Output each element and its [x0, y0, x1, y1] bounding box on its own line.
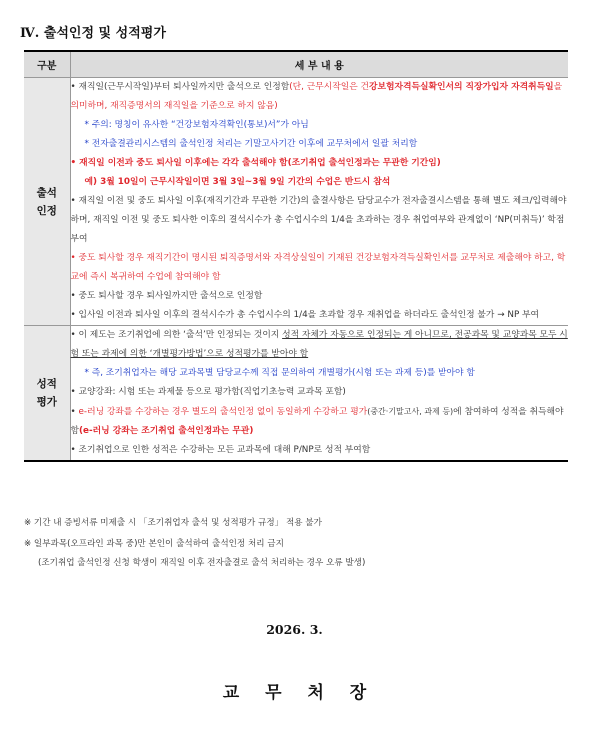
- attendance-item-1-note-end: 을 의미하며, 재직증명서의 재직일을 기준으로 하지 않음): [70, 82, 563, 111]
- grading-individual-note: * 즉, 조기취업자는 해당 교과목별 담당교수께 직접 문의하여 개별평가(시험 또는 과제 등)를 받아야 함: [84, 368, 475, 378]
- grading-elearning-text-end: 에 참여하여 성적을 취득해야 함: [70, 407, 564, 436]
- grading-item-pnp: • 조기취업으로 인한 성적은 수강하는 모든 교과목에 대해 P/NP로 성적 부여함: [70, 445, 371, 455]
- attendance-label: [24, 78, 70, 326]
- grading-item-elearning: [71, 402, 569, 441]
- note-error: (조기취업 출석인정 신청 학생이 재직일 이후 전자출결로 출석 처리하는 경우 오류 발생): [38, 558, 366, 568]
- document-date: 2026. 3.: [266, 622, 323, 637]
- grading-label-line2: 평가: [36, 396, 57, 408]
- grading-item-liberal: • 교양강좌: 시험 또는 과제물 등으로 평가함(직업기초능력 교과목 포함): [70, 387, 346, 397]
- grading-elearning-detail: (중간·기말고사, 과제 등): [367, 407, 454, 416]
- attendance-item-1-note: (단, 근무시작일은 건: [289, 82, 370, 92]
- attendance-item-1-text: • 재직일(근무시작일)부터 퇴사일까지만 출석으로 인정함: [70, 82, 290, 92]
- attendance-caution-note: * 주의: 명칭이 유사한 “건강보험자격확인(통보)서”가 아님: [84, 120, 309, 130]
- attendance-row: [24, 78, 568, 326]
- attendance-item-absence: • 입사일 이전과 퇴사일 이후의 결석시수가 총 수업시수의 1/4을 초과할 경우 재취업을 하더라도 출석인정 불가 → NP 부여: [70, 310, 540, 320]
- attendance-item-example: 예) 3월 10일이 근무시작일이면 3월 3일~3월 9일 기간의 수업은 반드시 참석: [84, 177, 391, 187]
- grading-elearning-bullet: •: [70, 407, 79, 417]
- section-heading: Ⅳ. 출석인정 및 성적평가: [20, 26, 166, 41]
- table-header-row: [24, 51, 568, 78]
- attendance-item-resign-docs: • 중도 퇴사할 경우 재직기간이 명시된 퇴직증명서와 자격상실일이 기재된 건강보험자격득실확인서를 교무처로 제출해야 하고, 학교에 즉시 복귀하여 수업에 참여해야 함: [70, 253, 566, 282]
- header-content: 세 부 내 용: [70, 51, 568, 78]
- grading-item-1-underlined: 성적 자체가 자동으로 인정되는 게 아니므로, 전공과목 및 교양과목 모두 시험 또는 과제에 의한 ‘개별평가방법’으로 성적평가를 받아야 함: [70, 330, 568, 359]
- attendance-item-resign: • 중도 퇴사할 경우 퇴사일까지만 출석으로 인정함: [70, 291, 263, 301]
- note-partial: ※ 일부과목(오프라인 과목 중)만 본인이 출석하여 출석인정 처리 금지: [24, 539, 284, 549]
- attendance-item-1-emphasis: 강보험자격득실확인서의 직장가입자 자격취득일: [369, 82, 554, 92]
- grading-label-line1: 성적: [36, 378, 57, 390]
- attendance-content: [70, 78, 568, 326]
- attendance-label-line1: 출석: [36, 186, 57, 199]
- issuer-name: 교 무 처 장: [222, 683, 377, 703]
- policy-table: [24, 50, 568, 462]
- grading-item-1: [71, 326, 569, 364]
- grading-label: [24, 326, 70, 462]
- attendance-item-check: • 재직일 이전 및 중도 퇴사일 이후(재직기간과 무관한 기간)의 출결사항은 담당교수가 전자출결시스템을 통해 별도 체크/입력해야 하며, 재직일 이전 및 중도 퇴사한 이후의 결석시수가 총 수업시수의 1/4을 초과하는 경우 취업여부와 관계없이 ‘NP(미취득)’ 학점 부여: [70, 196, 567, 244]
- attendance-label-line2: 인정: [36, 204, 57, 217]
- grading-content: [70, 326, 568, 462]
- grading-item-1-text: • 이 제도는 조기취업에 의한 ‘출석’만 인정되는 것이지: [70, 330, 283, 340]
- attendance-item-required: • 재직일 이전과 중도 퇴사일 이후에는 각각 출석해야 함(조기취업 출석인정과는 무관한 기간임): [70, 158, 441, 168]
- note-documents: ※ 기간 내 증빙서류 미제출 시 「조기취업자 출석 및 성적평가 규정」 적용 불가: [24, 518, 322, 528]
- attendance-processing-note: * 전자출결관리시스템의 출석인정 처리는 기말고사기간 이후에 교무처에서 일괄 처리함: [84, 139, 418, 149]
- grading-elearning-text: e-러닝 강좌를 수강하는 경우 별도의 출석인정 없이 동일하게 수강하고 평가: [78, 407, 368, 417]
- grading-row: [24, 326, 568, 462]
- header-category: 구분: [24, 51, 70, 78]
- attendance-item-1: [71, 78, 569, 116]
- grading-elearning-emphasis: (e-러닝 강좌는 조기취업 출석인정과는 무관): [79, 426, 254, 436]
